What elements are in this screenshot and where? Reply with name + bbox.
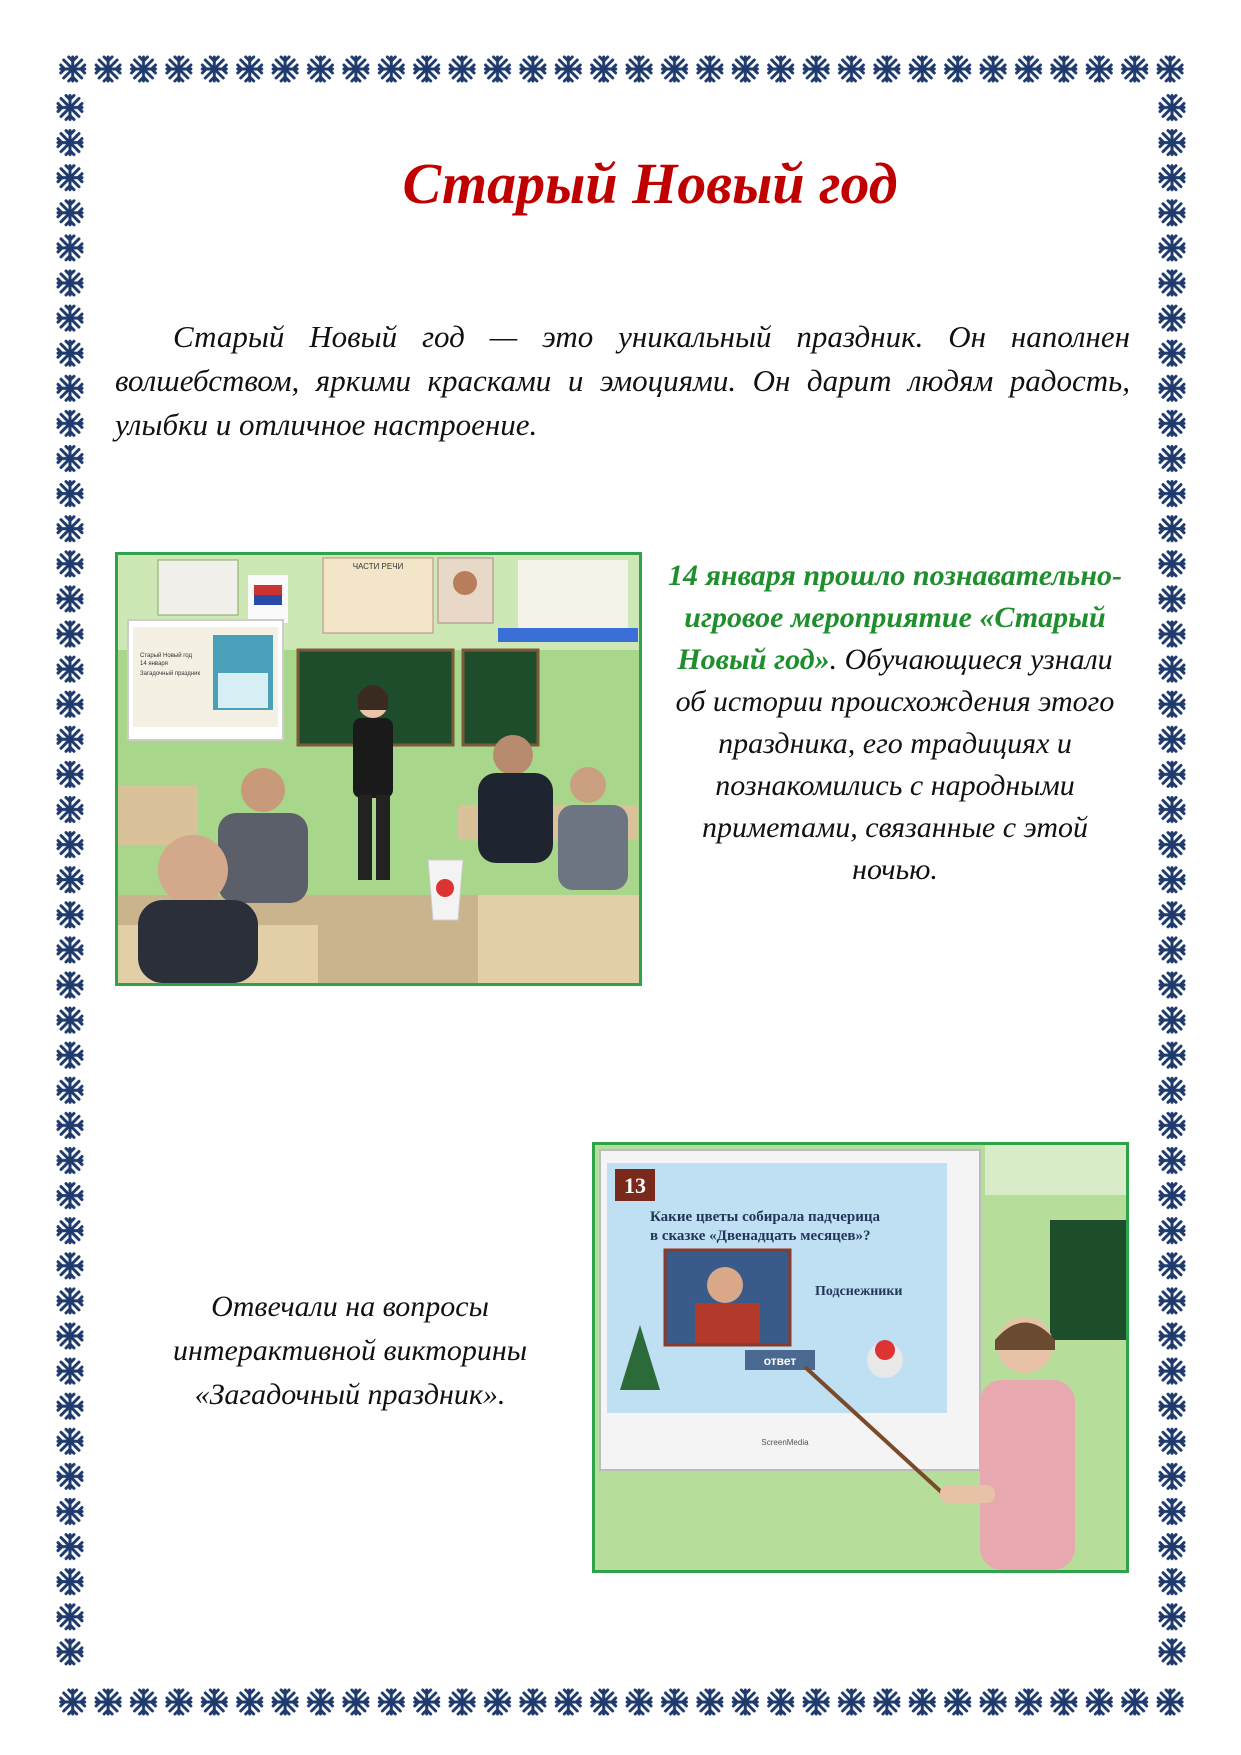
screen-line-3: Загадочный праздник <box>140 671 201 677</box>
quiz-number: 13 <box>624 1173 646 1198</box>
screen-line-2: 14 января <box>140 661 168 667</box>
event-details: . Обучающиеся узнали об истории происхождения этого праздника, его традициях и познакомились с народными приметами, связанные с этой ночью. <box>675 643 1115 886</box>
snowflake-ornament-icon <box>55 55 1187 83</box>
border-top <box>55 55 1187 83</box>
quiz-description: Отвечали на вопросы интерактивной викторины «Загадочный праздник». <box>172 1290 528 1411</box>
quiz-photo <box>592 1142 1129 1573</box>
quiz-answer-button: ответ <box>763 1354 797 1368</box>
snowflake-ornament-icon <box>1158 90 1186 1670</box>
page-title: Старый Новый год <box>402 151 898 216</box>
poster-title: ЧАСТИ РЕЧИ <box>352 562 404 571</box>
border-left <box>56 90 84 1670</box>
event-highlight: 14 января прошло познавательно-игровое мероприятие «Старый Новый год» <box>667 559 1123 676</box>
classroom-photo <box>115 552 642 986</box>
quiz-question-line-1: Какие цветы собирала падчерица <box>650 1209 881 1225</box>
intro-paragraph: Старый Новый год — это уникальный праздник. Он наполнен волшебством, яркими красками и эмоциями. Он дарит людям радость, улыбки и отличное настроение. <box>115 319 1130 442</box>
quiz-question-line-2: в сказке «Двенадцать месяцев»? <box>650 1228 871 1244</box>
border-bottom <box>55 1688 1187 1716</box>
board-brand: ScreenMedia <box>761 1438 809 1447</box>
quiz-answer: Подснежники <box>815 1284 903 1299</box>
snowflake-ornament-icon <box>55 1688 1187 1716</box>
event-description <box>665 555 1125 891</box>
snowflake-ornament-icon <box>56 90 84 1670</box>
screen-line-1: Старый Новый год <box>140 653 192 659</box>
border-right <box>1158 90 1186 1670</box>
